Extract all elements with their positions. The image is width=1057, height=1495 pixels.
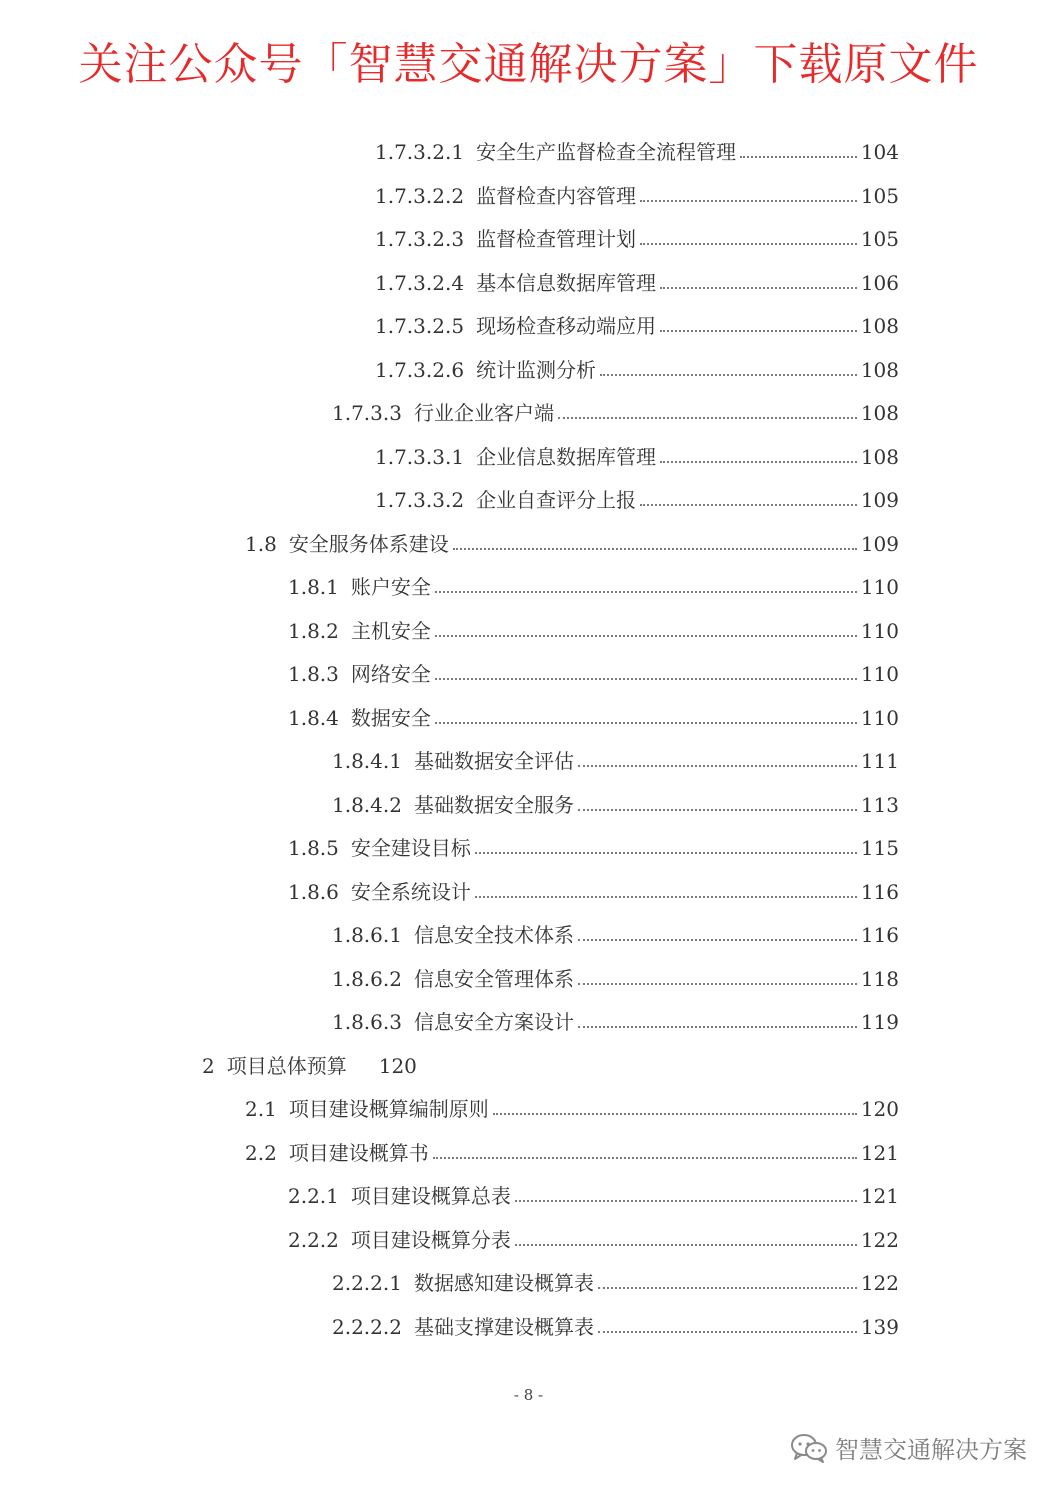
toc-entry[interactable] [288,694,899,730]
toc-entry-page: 120 [378,1053,417,1078]
toc-entry-title: 现场检查移动端应用 [476,314,657,338]
toc-entry-title: 账户安全 [350,575,431,599]
toc-entry-title: 基础支撑建设概算表 [413,1314,594,1339]
toc-entry-title: 监督检查内容管理 [476,183,637,208]
toc-entry[interactable] [332,911,899,947]
toc-entry[interactable] [375,476,899,512]
toc-entry[interactable] [245,520,899,556]
toc-leader-dots [660,330,857,332]
toc-leader-dots [435,591,857,593]
toc-entry-page: 110 [860,575,899,599]
toc-entry-title: 项目总体预算 [226,1053,347,1078]
toc-entry-page: 122 [860,1227,899,1252]
toc-entry-page: 110 [860,618,899,643]
toc-entry-title: 安全服务体系建设 [288,531,449,556]
toc-leader-dots [578,939,857,941]
toc-leader-dots [578,765,857,767]
toc-entry-number: 1.8.6 [288,879,339,904]
toc-entry-page: 108 [860,314,899,338]
toc-leader-dots [660,461,857,463]
toc-entry-page: 104 [860,140,899,164]
toc-entry-number: 2.2.2 [288,1227,339,1252]
toc-entry-page: 109 [860,531,899,556]
toc-leader-dots [598,1331,857,1333]
toc-entry-page: 105 [860,227,899,251]
toc-leader-dots [640,504,857,506]
toc-entry[interactable] [332,737,899,773]
wechat-icon [789,1432,829,1464]
toc-entry-number: 1.7.3.2.2 [375,183,465,208]
toc-leader-dots [600,374,857,376]
account-watermark [789,1430,1027,1465]
toc-entry-title: 信息安全管理体系 [413,966,574,991]
toc-entry-number: 2.2 [245,1140,277,1165]
toc-entry-title: 网络安全 [350,662,431,686]
toc-entry-page: 108 [860,444,899,469]
toc-entry-number: 2 [202,1053,215,1078]
toc-entry-number: 1.8.5 [288,836,339,860]
toc-entry-number: 1.8 [245,531,277,556]
toc-entry[interactable] [245,1085,899,1121]
toc-leader-dots [435,635,857,637]
toc-entry-number: 1.8.4.2 [332,792,402,817]
toc-entry-number: 1.7.3.3.1 [375,444,465,469]
toc-entry-title: 统计监测分析 [476,357,597,382]
toc-entry-number: 1.7.3.2.3 [375,227,465,251]
toc-entry[interactable] [332,781,899,817]
toc-entry-page: 122 [860,1271,899,1295]
toc-leader-dots [435,722,857,724]
toc-entry-page: 119 [860,1010,899,1034]
watermark-text: 智慧交通解决方案 [835,1436,1027,1464]
toc-entry[interactable] [332,1259,899,1295]
toc-entry[interactable] [288,824,899,860]
toc-leader-dots [475,852,857,854]
toc-entry-number: 1.7.3.3.2 [375,488,465,512]
toc-entry[interactable] [332,389,899,425]
toc-entry-page: 116 [860,923,899,947]
toc-entry-number: 2.2.2.2 [332,1314,402,1339]
toc-entry-number: 1.7.3.2.6 [375,357,465,382]
toc-leader-dots [435,678,857,680]
toc-entry-number: 2.1 [245,1097,277,1121]
toc-leader-dots [578,983,857,985]
toc-entry-number: 1.8.6.3 [332,1010,402,1034]
toc-leader-dots [578,809,857,811]
toc-leader-dots [640,243,857,245]
toc-entry-page: 106 [860,270,899,295]
toc-entry-number: 1.8.4 [288,705,339,730]
toc-leader-dots [515,1244,857,1246]
toc-entry[interactable] [288,1216,899,1252]
toc-leader-dots [640,200,857,202]
toc-entry-title: 安全系统设计 [350,879,471,904]
toc-entry-number: 2.2.2.1 [332,1271,402,1295]
toc-entry[interactable] [288,650,899,686]
toc-leader-dots [558,417,857,419]
toc-entry[interactable] [375,346,899,382]
toc-entry-number: 1.7.3.3 [332,401,402,425]
toc-entry-title: 项目建设概算总表 [350,1184,511,1208]
toc-leader-dots [475,896,857,898]
toc-leader-dots [515,1200,857,1202]
toc-entry-number: 1.8.2 [288,618,339,643]
toc-entry[interactable] [332,1303,899,1339]
toc-entry[interactable] [375,172,899,208]
toc-entry-title: 基础数据安全服务 [413,792,574,817]
toc-entry-title: 安全生产监督检查全流程管理 [476,140,737,164]
toc-entry-page: 118 [860,966,899,991]
toc-entry-page: 121 [860,1184,899,1208]
toc-entry-page: 108 [860,401,899,425]
toc-entry-title: 数据感知建设概算表 [413,1271,594,1295]
toc-entry[interactable] [375,215,899,251]
toc-entry[interactable] [375,128,899,164]
toc-leader-dots [740,156,857,158]
toc-entry-title: 企业自查评分上报 [476,488,637,512]
toc-entry-number: 2.2.1 [288,1184,339,1208]
toc-entry-title: 主机安全 [350,618,431,643]
toc-entry-title: 项目建设概算编制原则 [288,1097,489,1121]
toc-entry-number: 1.7.3.2.4 [375,270,465,295]
toc-entry-title: 安全建设目标 [350,836,471,860]
toc-entry-number: 1.8.6.2 [332,966,402,991]
toc-entry[interactable] [375,302,899,338]
toc-entry-page: 121 [860,1140,899,1165]
toc-entry-number: 1.7.3.2.5 [375,314,465,338]
toc-entry[interactable] [202,1042,417,1078]
toc-leader-dots [578,1026,857,1028]
toc-entry[interactable] [332,998,899,1034]
toc-entry[interactable] [332,955,899,991]
toc-entry-title: 数据安全 [350,705,431,730]
toc-entry[interactable] [288,607,899,643]
toc-entry-title: 信息安全方案设计 [413,1010,574,1034]
toc-entry-title: 企业信息数据库管理 [476,444,657,469]
toc-entry[interactable] [375,433,899,469]
toc-entry-title: 项目建设概算书 [288,1140,429,1165]
toc-entry-title: 行业企业客户端 [413,401,554,425]
toc-entry-page: 110 [860,662,899,686]
toc-entry-number: 1.7.3.2.1 [375,140,465,164]
toc-entry[interactable] [375,259,899,295]
toc-entry-title: 基本信息数据库管理 [476,270,657,295]
toc-entry-page: 109 [860,488,899,512]
toc-entry-title: 基础数据安全评估 [413,749,574,773]
toc-entry-page: 113 [860,792,899,817]
toc-entry-title: 监督检查管理计划 [476,227,637,251]
toc-entry-number: 1.8.1 [288,575,339,599]
toc-entry-number: 1.8.6.1 [332,923,402,947]
toc-entry-number: 1.8.3 [288,662,339,686]
toc-entry[interactable] [288,868,899,904]
toc-entry-page: 110 [860,705,899,730]
toc-entry-page: 105 [860,183,899,208]
page-number: - 8 - [513,1386,544,1404]
toc-leader-dots [433,1157,857,1159]
toc-leader-dots [493,1113,857,1115]
toc-entry[interactable] [288,563,899,599]
toc-entry-page: 111 [860,749,899,773]
download-banner: 关注公众号「智慧交通解决方案」下载原文件 [78,39,979,90]
toc-leader-dots [598,1287,857,1289]
toc-entry-page: 120 [860,1097,899,1121]
toc-entry-page: 116 [860,879,899,904]
toc-entry-title: 信息安全技术体系 [413,923,574,947]
toc-entry-number: 1.8.4.1 [332,749,402,773]
toc-entry[interactable] [288,1172,899,1208]
toc-entry[interactable] [245,1129,899,1165]
toc-entry-page: 108 [860,357,899,382]
toc-entry-title: 项目建设概算分表 [350,1227,511,1252]
toc-leader-dots [453,548,857,550]
toc-leader-dots [660,287,857,289]
toc-entry-page: 139 [860,1314,899,1339]
toc-entry-page: 115 [860,836,899,860]
